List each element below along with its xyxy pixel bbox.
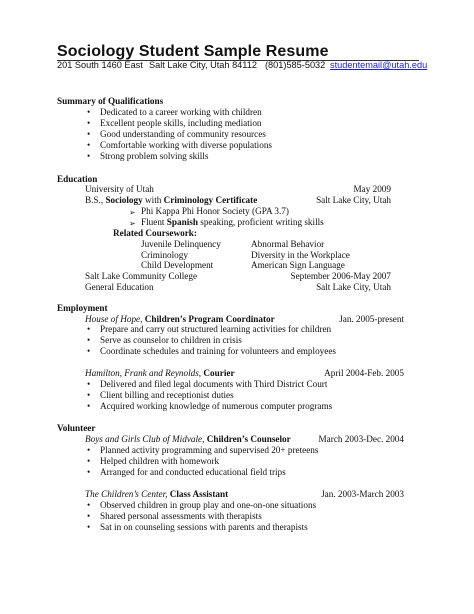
course-item: Diversity in the Workplace <box>251 250 350 260</box>
job-duty: • Coordinate schedules and training for volunteers and employees <box>100 346 336 357</box>
school-date: September 2006-May 2007 <box>290 271 391 281</box>
coursework-heading: Related Coursework: <box>113 228 197 238</box>
contact-city: Salt Lake City, Utah 84112 <box>149 60 257 70</box>
job-role: Children’s Program Coordinator <box>144 314 275 324</box>
volunteer-duty: • Helped children with homework <box>100 456 219 467</box>
fluent-suffix: speaking, proficient writing skills <box>197 217 324 227</box>
volunteer-org: The Children’s Center, <box>85 489 168 499</box>
degree-line <box>85 195 257 206</box>
contact-address: 201 South 1460 East <box>57 60 143 70</box>
fluent-language: Spanish <box>166 217 198 227</box>
job-date: Jan. 2005-present <box>339 314 404 324</box>
volunteer-duty: • Planned activity programming and supervised 20+ preteens <box>100 445 318 456</box>
volunteer-role: Children’s Counselor <box>206 434 291 444</box>
volunteer-title-line <box>85 434 291 445</box>
job-duty: • Delivered and filed legal documents with Third District Court <box>100 379 327 390</box>
school-location: Salt Lake City, Utah <box>316 282 391 292</box>
volunteer-duty: • Arranged for and conducted educational field trips <box>100 467 286 478</box>
job-role: Courier <box>203 368 235 378</box>
volunteer-duty: • Sat in on counseling sessions with parents and therapists <box>100 522 308 533</box>
job-duty: • Serve as counselor to children in crisis <box>100 335 242 346</box>
qualification-item: • Strong problem solving skills <box>100 151 208 162</box>
school-date: May 2009 <box>353 184 391 194</box>
employment-heading: Employment <box>57 303 108 313</box>
contact-phone: (801)585-5032 <box>265 60 326 70</box>
degree-certificate: Criminology Certificate <box>163 195 258 205</box>
qualification-item: • Dedicated to a career working with children <box>100 107 262 118</box>
job-duty: • Client billing and receptionist duties <box>100 390 234 401</box>
job-duty: • Acquired working knowledge of numerous computer programs <box>100 401 332 412</box>
course-item: American Sign Language <box>251 260 345 270</box>
school-name: Salt Lake Community College <box>85 271 198 281</box>
volunteer-org: Boys and Girls Club of Midvale, <box>85 434 205 444</box>
school-program: General Education <box>85 282 154 292</box>
volunteer-role: Class Assistant <box>169 489 229 499</box>
education-heading: Education <box>57 174 98 184</box>
job-date: April 2004-Feb. 2005 <box>324 368 404 378</box>
honor-item: ➢ Phi Kappa Phi Honor Society (GPA 3.7) <box>141 206 289 217</box>
volunteer-title-line <box>85 489 228 500</box>
degree-major: Sociology <box>105 195 143 205</box>
course-item: Abnormal Behavior <box>251 239 325 249</box>
volunteer-duty: • Observed children in group play and one-on-one situations <box>100 500 316 511</box>
degree-prefix: B.S., <box>85 195 106 205</box>
volunteer-duty: • Shared personal assessments with therapists <box>100 511 262 522</box>
qualification-item: • Excellent people skills, including mediation <box>100 118 262 129</box>
job-title-line <box>85 368 235 379</box>
school-location: Salt Lake City, Utah <box>316 195 391 205</box>
school-name: University of Utah <box>85 184 154 194</box>
contact-email-link[interactable]: studentemail@utah.edu <box>330 60 428 70</box>
volunteer-heading: Volunteer <box>57 423 96 433</box>
job-org: Hamilton, Frank and Reynolds, <box>85 368 202 378</box>
degree-mid: with <box>142 195 164 205</box>
course-item: Child Development <box>141 260 214 270</box>
qualifications-heading: Summary of Qualifications <box>57 96 164 106</box>
qualification-item: • Comfortable working with diverse populations <box>100 140 272 151</box>
course-item: Criminology <box>141 250 188 260</box>
language-item <box>141 217 324 228</box>
job-duty: • Prepare and carry out structured learning activities for children <box>100 324 331 335</box>
volunteer-date: Jan. 2003-March 2003 <box>321 489 404 499</box>
qualification-item: • Good understanding of community resources <box>100 129 266 140</box>
resume-title: Sociology Student Sample Resume <box>57 43 329 60</box>
course-item: Juvenile Delinquency <box>141 239 221 249</box>
fluent-prefix: Fluent <box>141 217 167 227</box>
job-org: House of Hope, <box>85 314 143 324</box>
volunteer-date: March 2003-Dec. 2004 <box>318 434 404 444</box>
